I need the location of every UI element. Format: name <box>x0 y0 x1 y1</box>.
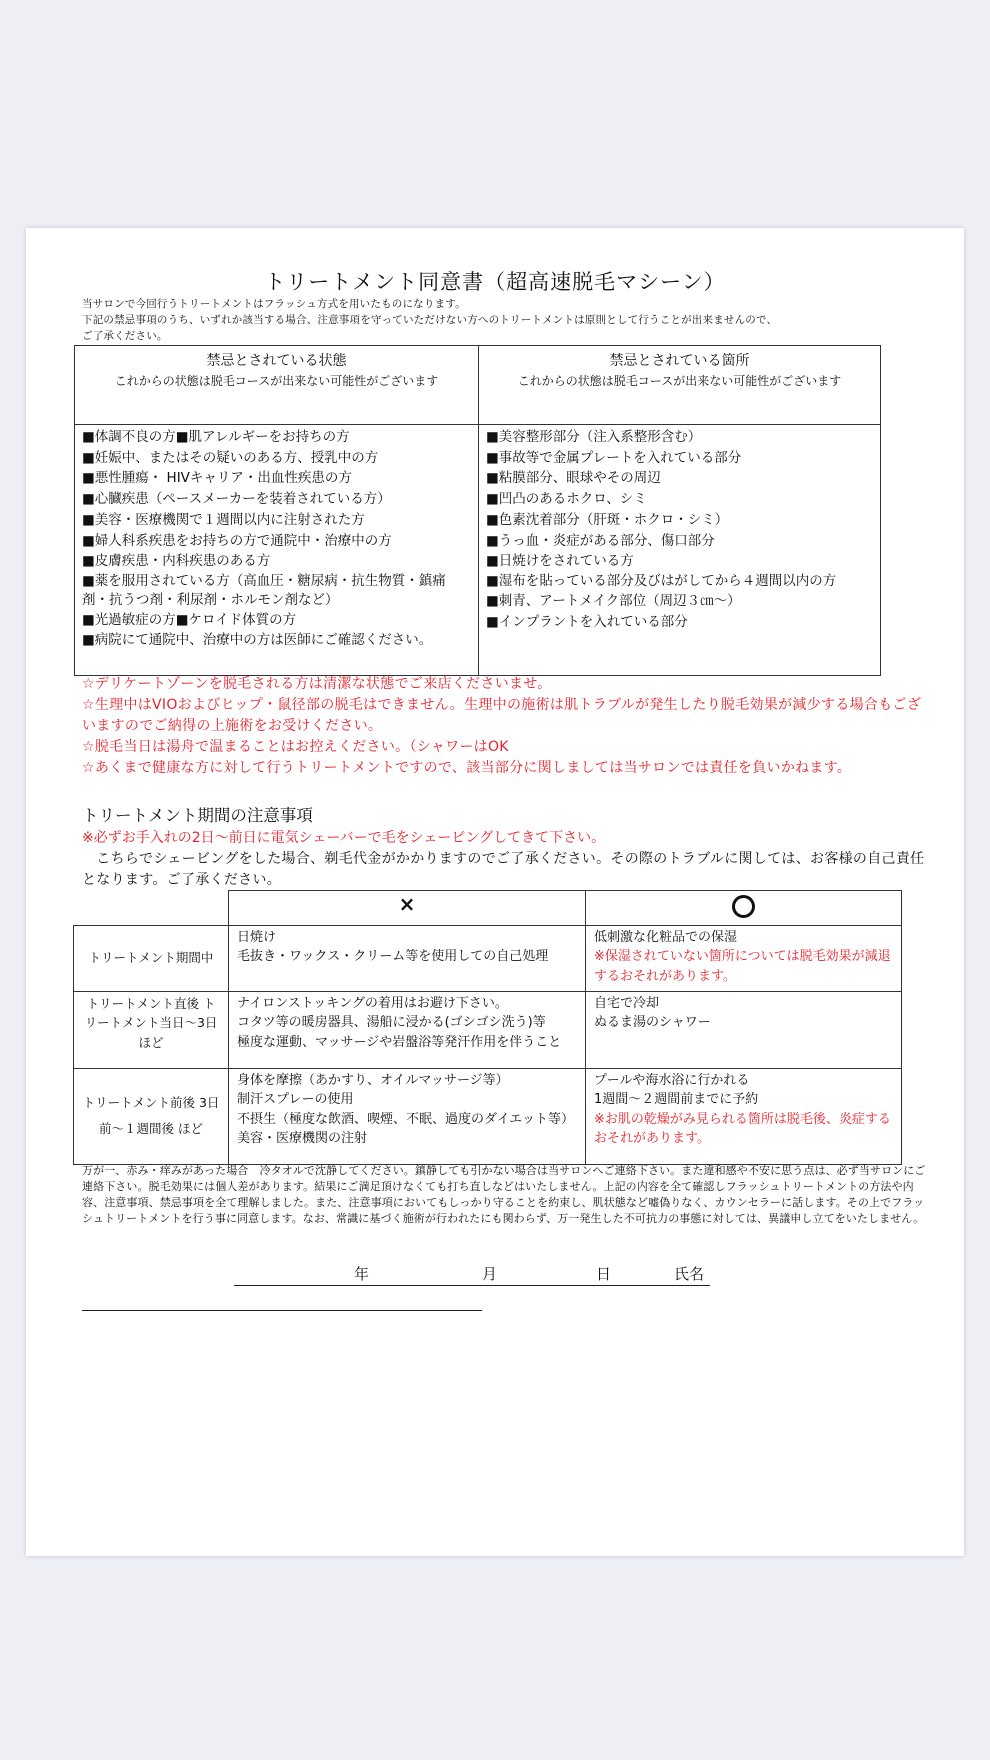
ng-item: 身体を摩擦（あかすり、オイルマッサージ等） <box>237 1072 509 1088</box>
list-item: ■妊娠中、またはその疑いのある方、授乳中の方 <box>82 449 379 466</box>
intro-text <box>82 296 932 344</box>
circle-icon <box>732 895 755 918</box>
signature-date-line <box>234 1263 710 1286</box>
ok-warning: ※保湿されていない箇所については脱毛効果が減退するおそれがあります。 <box>594 949 891 984</box>
ng-item: 日焼け <box>237 929 277 945</box>
contraindicated-areas-header <box>479 346 881 425</box>
list-item: ■粘膜部分、眼球やその周辺 <box>486 470 661 487</box>
list-item: ■皮膚疾患・内科疾患のある方 <box>82 553 271 570</box>
note-item: ☆あくまで健康な方に対して行うトリートメントですので、該当部分に関しましては当サロンでは責任を負いかねます。 <box>82 760 852 776</box>
list-item: ■悪性腫瘍・ HIVキャリア・出血性疾患の方 <box>82 470 352 487</box>
list-item: ■美容・医療機関で１週間以内に注射された方 <box>82 511 365 528</box>
ng-cell <box>229 991 586 1068</box>
ng-item: 極度な運動、マッサージや岩盤浴等発汗作用を伴うこと <box>237 1034 562 1050</box>
intro-line: 当サロンで今回行うトリートメントはフラッシュ方式を用いたものになります。 <box>82 298 466 310</box>
day-label: 日 <box>596 1265 612 1283</box>
ok-item: プールや海水浴に行かれる <box>594 1072 750 1088</box>
ok-cell <box>586 991 902 1068</box>
contraindicated-conditions-header <box>75 346 479 425</box>
caution-notes <box>82 674 932 779</box>
intro-line: 下記の禁忌事項のうち、いずれか該当する場合、注意事項を守っていただけない方へのトリートメントは原則として行うことが出来ませんので、 <box>82 314 778 326</box>
period-precautions-table <box>73 890 902 1165</box>
row-label: トリートメント前後 3日前～１週間後 ほど <box>74 1068 229 1164</box>
list-item: ■うっ血・炎症がある部分、傷口部分 <box>486 532 715 549</box>
list-item: ■日焼けをされている方 <box>486 553 634 570</box>
list-item: ■体調不良の方■肌アレルギーをお持ちの方 <box>82 429 350 445</box>
signature-line[interactable] <box>82 1310 482 1311</box>
list-item: ■心臓疾患（ペースメーカーを装着されている方） <box>82 491 391 508</box>
list-item: ■婦人科系疾患をお持ちの方で通院中・治療中の方 <box>82 532 392 549</box>
ng-column-header <box>229 891 586 926</box>
note-item: ☆脱毛当日は湯舟で温まることはお控えください。（シャワーはOK <box>82 739 509 755</box>
page-title: トリートメント同意書（超高速脱毛マシーン） <box>264 270 726 294</box>
list-item: ■美容整形部分（注入系整形含む） <box>486 429 702 445</box>
ng-item: ナイロンストッキングの着用はお避け下さい。 <box>237 995 508 1011</box>
note-item: ☆生理中はVIOおよびヒップ・鼠径部の脱毛はできません。生理中の施術は肌トラブルが発生したり脱毛効果が減少する場合もございますのでご納得の上施術をお受けください。 <box>82 697 922 734</box>
ng-cell <box>229 1068 586 1164</box>
ok-item: ぬるま湯のシャワー <box>594 1015 711 1030</box>
ng-item: コタツ等の暖房器具、湯船に浸かる(ゴシゴシ洗う)等 <box>237 1015 546 1030</box>
header-title: 禁忌とされている箇所 <box>609 353 750 369</box>
list-item: ■病院にて通院中、治療中の方は医師にご確認ください。 <box>82 631 433 648</box>
cross-icon: × <box>398 892 416 916</box>
period-section-title: トリートメント期間の注意事項 <box>82 806 313 825</box>
ng-item: 不摂生（極度な飲酒、喫煙、不眠、過度のダイエット等） <box>237 1111 574 1127</box>
ng-item: 美容・医療機関の注射 <box>237 1131 368 1146</box>
note-item: ☆デリケートゾーンを脱毛される方は清潔な状態でご来店くださいませ。 <box>82 676 552 692</box>
contraindication-table <box>74 345 881 676</box>
ok-cell <box>586 925 902 991</box>
contraindicated-conditions-list <box>75 425 479 676</box>
ok-item: 低刺激な化粧品での保湿 <box>594 929 738 945</box>
ok-item: 自宅で冷却 <box>594 995 660 1011</box>
shaving-fee-note: こちらでシェービングをした場合、剃毛代金がかかりますのでご了承ください。その際のトラブルに関しては、お客様の自己責任となります。ご了承ください。 <box>82 851 925 888</box>
list-item: ■色素沈着部分（肝斑・ホクロ・シミ） <box>486 511 729 528</box>
row-label: トリートメント期間中 <box>74 925 229 991</box>
consent-form-page <box>26 228 964 1556</box>
shaving-requirement: ※必ずお手入れの2日～前日に電気シェーバーで毛をシェービングしてきて下さい。 <box>82 830 606 846</box>
header-subtitle: これからの状態は脱毛コースが出来ない可能性がございます <box>517 374 842 388</box>
list-item: ■薬を服用されている方（高血圧・糖尿病・抗生物質・鎮痛剤・抗うつ剤・利尿剤・ホルモン剤など） <box>82 572 446 608</box>
ng-item: 制汗スプレーの使用 <box>237 1092 354 1107</box>
contraindicated-areas-list <box>479 425 881 676</box>
row-label: トリートメント直後 トリートメント当日～3日ほど <box>74 991 229 1068</box>
name-label: 氏名 <box>674 1265 705 1283</box>
ok-cell <box>586 1068 902 1164</box>
year-label: 年 <box>354 1265 370 1283</box>
list-item: ■事故等で金属プレートを入れている部分 <box>486 449 742 466</box>
ok-column-header <box>586 891 902 926</box>
ng-cell <box>229 925 586 991</box>
ok-warning: ※お肌の乾燥がみ見られる箇所は脱毛後、炎症するおそれがあります。 <box>594 1111 891 1146</box>
intro-line: ご了承ください。 <box>82 330 168 342</box>
list-item: ■光過敏症の方■ケロイド体質の方 <box>82 611 297 628</box>
disclaimer-text: 万が一、赤み・痒みがあった場合 冷タオルで沈静してください。鎮静しても引かない場合は当サロンへご連絡下さい。また違和感や不安に思う点は、必ず当サロンにご連絡下さい。脱毛効果には個人差があります。結果にご満足頂けなくても打ち直しなどはいたしません。上記の内容を全て確認しフラッシュトリートメントの方法や内容、注意事項、禁忌事項を全て理解しました。また、注意事項においてもしっかり守ることを約束し、肌状態など嘘偽りなく、カウンセラーに話します。その上でフラッシュトリートメントを行う事に同意します。なお、常識に基づく施術が行われたにも関わらず、万一発生した不可抗力の事態に対しては、異議申し立てをいたしません。 <box>82 1164 926 1225</box>
header-title: 禁忌とされている状態 <box>206 353 347 369</box>
ng-item: 毛抜き・ワックス・クリーム等を使用しての自己処理 <box>237 949 549 964</box>
list-item: ■インプラントを入れている部分 <box>486 613 688 630</box>
list-item: ■湿布を貼っている部分及びはがしてから４週間以内の方 <box>486 572 837 589</box>
list-item: ■凹凸のあるホクロ、シミ <box>486 491 647 508</box>
blank-corner <box>74 891 229 926</box>
list-item: ■刺青、アートメイク部位（周辺３㎝～） <box>486 592 741 609</box>
month-label: 月 <box>482 1265 498 1283</box>
header-subtitle: これからの状態は脱毛コースが出来ない可能性がございます <box>114 374 439 388</box>
ok-item: 1週間～２週間前までに予約 <box>594 1092 759 1107</box>
